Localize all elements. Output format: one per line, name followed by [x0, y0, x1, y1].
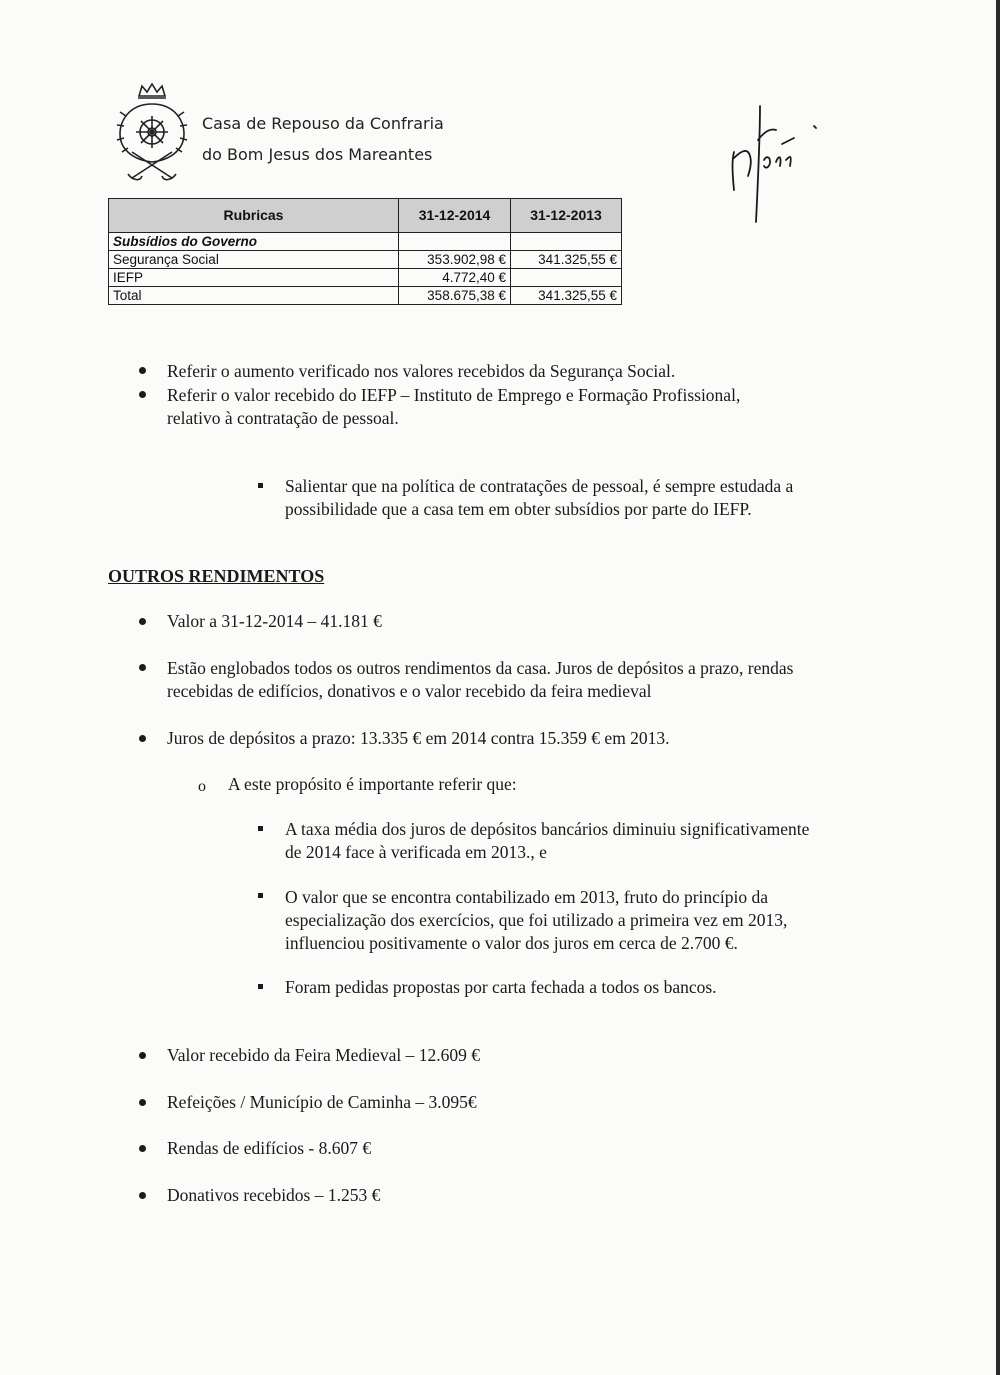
value-2014: 353.902,98 € [399, 251, 511, 269]
bullet-dot [139, 1099, 146, 1106]
bullet-dot [139, 664, 146, 671]
note-text-continued: possibilidade que a casa tem em obter subsídios por parte do IEFP. [285, 499, 752, 519]
sub-point-text: Foram pedidas propostas por carta fechada a todos os bancos. [285, 977, 717, 997]
subsidies-table [108, 198, 622, 305]
bullet-square [258, 984, 263, 989]
column-header-2013: 31-12-2013 [511, 199, 622, 233]
sub-intro: A este propósito é importante referir que: [228, 774, 517, 794]
income-total: Valor a 31-12-2014 – 41.181 € [167, 611, 382, 631]
bullet-dot [139, 1192, 146, 1199]
group-label: Subsídios do Governo [109, 233, 399, 251]
bullet-square [258, 826, 263, 831]
handwritten-signature [720, 100, 830, 230]
income-item: Valor recebido da Feira Medieval – 12.609 € [167, 1045, 480, 1065]
row-label: IEFP [109, 269, 399, 287]
sub-point-text: especialização dos exercícios, que foi utilizado a primeira vez em 2013, [285, 910, 788, 930]
table-row [109, 287, 622, 305]
organization-name-line2: do Bom Jesus dos Mareantes [202, 145, 433, 164]
column-header-rubricas: Rubricas [109, 199, 399, 233]
bullet-dot [139, 618, 146, 625]
page-edge [996, 0, 1000, 1375]
income-item: Donativos recebidos – 1.253 € [167, 1185, 381, 1205]
income-composition: Estão englobados todos os outros rendimentos da casa. Juros de depósitos a prazo, rendas [167, 658, 794, 678]
table-row [109, 233, 622, 251]
bullet-dot [139, 391, 146, 398]
row-label: Segurança Social [109, 251, 399, 269]
bullet-circle: o [198, 778, 206, 795]
value-2014: 358.675,38 € [399, 287, 511, 305]
bullet-text-continued: relativo à contratação de pessoal. [167, 408, 399, 428]
value-2013: 341.325,55 € [511, 251, 622, 269]
bullet-square [258, 893, 263, 898]
sub-point-text: O valor que se encontra contabilizado em 2013, fruto do princípio da [285, 887, 769, 907]
bullet-text: Referir o valor recebido do IEFP – Instituto de Emprego e Formação Profissional, [167, 385, 741, 405]
sub-point-text: de 2014 face à verificada em 2013., e [285, 842, 547, 862]
organization-name-line1: Casa de Repouso da Confraria [202, 114, 444, 133]
income-item: Refeições / Município de Caminha – 3.095€ [167, 1092, 477, 1112]
bullet-dot [139, 735, 146, 742]
table-row [109, 251, 622, 269]
bullet-text: Referir o aumento verificado nos valores recebidos da Segurança Social. [167, 361, 676, 381]
value-2013 [511, 269, 622, 287]
bullet-dot [139, 1052, 146, 1059]
bullet-square [258, 483, 263, 488]
column-header-2014: 31-12-2014 [399, 199, 511, 233]
sub-point-text: A taxa média dos juros de depósitos bancários diminuiu significativamente [285, 819, 810, 839]
value-2013: 341.325,55 € [511, 287, 622, 305]
note-text: Salientar que na política de contratações de pessoal, é sempre estudada a [285, 476, 794, 496]
confraria-logo [112, 82, 192, 184]
interest-line: Juros de depósitos a prazo: 13.335 € em 2014 contra 15.359 € em 2013. [167, 728, 670, 748]
bullet-dot [139, 367, 146, 374]
income-item: Rendas de edifícios - 8.607 € [167, 1138, 372, 1158]
income-composition-continued: recebidas de edifícios, donativos e o valor recebido da feira medieval [167, 681, 652, 701]
row-label: Total [109, 287, 399, 305]
bullet-dot [139, 1145, 146, 1152]
table-row [109, 269, 622, 287]
section-heading: OUTROS RENDIMENTOS [108, 566, 325, 586]
value-2014: 4.772,40 € [399, 269, 511, 287]
sub-point-text: influenciou positivamente o valor dos juros em cerca de 2.700 €. [285, 933, 738, 953]
